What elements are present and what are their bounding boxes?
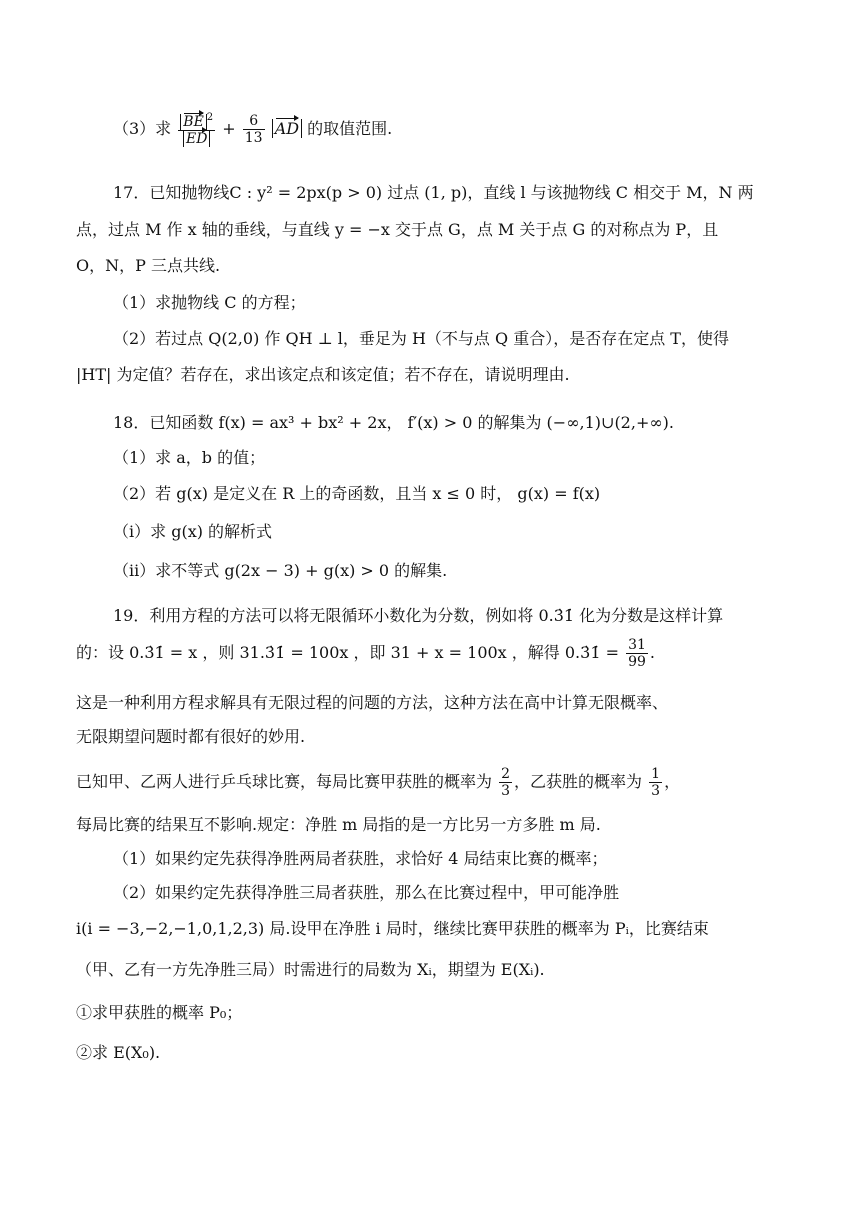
q19-line2: 的：设 0.3̇1̇ = x ，则 31.3̇1̇ = 100x ，即 31 + x = 100x ，解得 0.3̇1̇ = $\frac{31}{99}$ . xyxy=(76,637,656,671)
q16-part3-suffix: 的取值范围. xyxy=(307,118,393,138)
q19-line5: 已知甲、乙两人进行乒乓球比赛，每局比赛甲获胜的概率为 $\frac{2}{3}$ ，乙获胜的概率为 $\frac{1}{3}$ ， xyxy=(76,766,681,800)
q16-part3-prefix: （3）求 xyxy=(113,118,172,138)
prob-a-fraction: $\frac{2}{3}$ xyxy=(501,766,511,800)
q19-part2-line3: （甲、乙有一方先净胜三局）时需进行的局数为 Xᵢ，期望为 E(Xᵢ). xyxy=(76,960,545,979)
q19-line1: 19．利用方程的方法可以将无限循环小数化为分数，例如将 0.3̇1̇ 化为分数是这样计算 xyxy=(113,606,724,625)
q17-part2-line2: |HT| 为定值？若存在，求出该定点和该定值；若不存在，请说明理由. xyxy=(76,365,570,384)
vector-be: BE xyxy=(183,113,204,130)
q19-part1: （1）如果约定先获得净胜两局者获胜，求恰好 4 局结束比赛的概率； xyxy=(113,849,608,868)
vector-ad: AD xyxy=(274,118,300,138)
exponent: 2 xyxy=(206,112,214,123)
q18-part2: （2）若 g(x) 是定义在 R 上的奇函数，且当 x ≤ 0 时， g(x) = f(x) xyxy=(113,484,601,503)
q16-fraction xyxy=(178,112,215,147)
q19-sub1: ①求甲获胜的概率 P₀； xyxy=(76,1003,243,1022)
q17-line3: O，N，P 三点共线. xyxy=(76,256,221,275)
q19-line4: 无限期望问题时都有很好的妙用. xyxy=(76,727,306,746)
q18-part2-i: （ⅰ）求 g(x) 的解析式 xyxy=(113,522,273,541)
vector-ed: ED xyxy=(186,130,208,147)
prob-b-fraction: $\frac{1}{3}$ xyxy=(651,766,661,800)
plus-sign: + xyxy=(222,118,236,138)
q19-fraction: $\frac{31}{99}$ xyxy=(628,637,646,671)
q19-part2-line1: （2）如果约定先获得净胜三局者获胜，那么在比赛过程中，甲可能净胜 xyxy=(113,883,620,902)
q16-part3 xyxy=(113,112,860,147)
q19-part2-line2: i(i = −3,−2,−1,0,1,2,3) 局.设甲在净胜 i 局时，继续比赛甲获胜的概率为 Pᵢ，比赛结束 xyxy=(76,919,709,938)
q18-line1: 18．已知函数 f(x) = ax³ + bx² + 2x， f′(x) > 0 的解集为 (−∞,1)∪(2,+∞). xyxy=(113,413,675,432)
q19-line6: 每局比赛的结果互不影响.规定：净胜 m 局指的是一方比另一方多胜 m 局. xyxy=(76,815,601,834)
q17-part1: （1）求抛物线 C 的方程； xyxy=(113,293,306,312)
q18-part2-ii: （ⅱ）求不等式 g(2x − 3) + g(x) > 0 的解集. xyxy=(113,561,448,580)
q17-line2: 点，过点 M 作 x 轴的垂线，与直线 y = −x 交于点 G，点 M 关于点 G 的对称点为 P，且 xyxy=(76,220,719,239)
coef-fraction: $\frac{6}{13}$ xyxy=(244,112,263,146)
q19-line3: 这是一种利用方程求解具有无限过程的问题的方法，这种方法在高中计算无限概率、 xyxy=(76,693,669,712)
q19-sub2: ②求 E(X₀). xyxy=(76,1043,161,1062)
q17-line1: 17．已知抛物线C : y² = 2px(p > 0) 过点 (1, p)，直线 l 与该抛物线 C 相交于 M，N 两 xyxy=(113,183,754,202)
q17-part2-line1: （2）若过点 Q(2,0) 作 QH ⊥ l，垂足为 H（不与点 Q 重合），是否存在定点 T，使得 xyxy=(113,329,729,348)
q18-part1: （1）求 a，b 的值； xyxy=(113,448,266,467)
